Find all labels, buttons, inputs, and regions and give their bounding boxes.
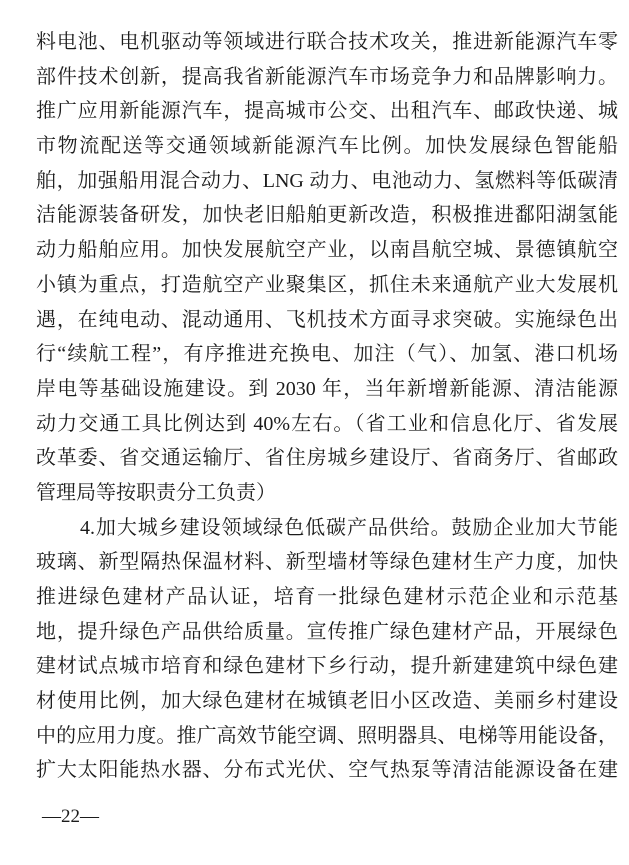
text-line: 岸电等基础设施建设。到 2030 年，当年新增新能源、清洁能源 — [36, 377, 618, 400]
text-line: 改革委、省交通运输厅、省住房城乡建设厅、省商务厅、省邮政 — [36, 447, 618, 470]
text-line: 建材试点城市培育和绿色建材下乡行动，提升新建建筑中绿色建 — [36, 655, 618, 678]
text-line: 动力船舶应用。加快发展航空产业，以南昌航空城、景德镇航空 — [36, 239, 618, 262]
text-line: 中的应用力度。推广高效节能空调、照明器具、电梯等用能设备， — [36, 724, 618, 747]
text-line: 部件技术创新，提高我省新能源汽车市场竞争力和品牌影响力。 — [36, 65, 618, 88]
text-line: 遇，在纯电动、混动通用、飞机技术方面寻求突破。实施绿色出 — [36, 308, 618, 331]
text-line: 市物流配送等交通领域新能源汽车比例。加快发展绿色智能船 — [36, 135, 618, 158]
text-line: 材使用比例，加大绿色建材在城镇老旧小区改造、美丽乡村建设 — [36, 690, 618, 713]
text-line: 推进绿色建材产品认证，培育一批绿色建材示范企业和示范基 — [36, 586, 618, 608]
text-line: 玻璃、新型隔热保温材料、新型墙材等绿色建材生产力度，加快 — [36, 551, 618, 574]
text-line: 地，提升绿色产品供给质量。宣传推广绿色建材产品，开展绿色 — [36, 620, 618, 643]
text-line: 洁能源装备研发，加快老旧船舶更新改造，积极推进鄱阳湖氢能 — [36, 204, 618, 227]
text-line: 小镇为重点，打造航空产业聚集区，抓住未来通航产业大发展机 — [36, 273, 618, 296]
text-line: 扩大太阳能热水器、分布式光伏、空气热泵等清洁能源设备在建 — [36, 759, 618, 782]
page-number: —22— — [42, 806, 99, 827]
document-body-text — [36, 25, 618, 788]
text-line: 行“续航工程”，有序推进充换电、加注（气）、加氢、港口机场 — [36, 343, 618, 366]
text-line: 推广应用新能源汽车，提高城市公交、出租汽车、邮政快递、城 — [36, 100, 618, 123]
text-line-paragraph-end: 管理局等按职责分工负责） — [36, 481, 276, 504]
text-line: 舶，加强船用混合动力、LNG 动力、电池动力、氢燃料等低碳清 — [36, 169, 618, 192]
text-line-paragraph-start: 4.加大城乡建设领域绿色低碳产品供给。鼓励企业加大节能 — [80, 516, 618, 539]
text-line: 动力交通工具比例达到 40%左右。（省工业和信息化厅、省发展 — [36, 412, 618, 435]
text-line: 料电池、电机驱动等领域进行联合技术攻关，推进新能源汽车零 — [36, 31, 618, 53]
